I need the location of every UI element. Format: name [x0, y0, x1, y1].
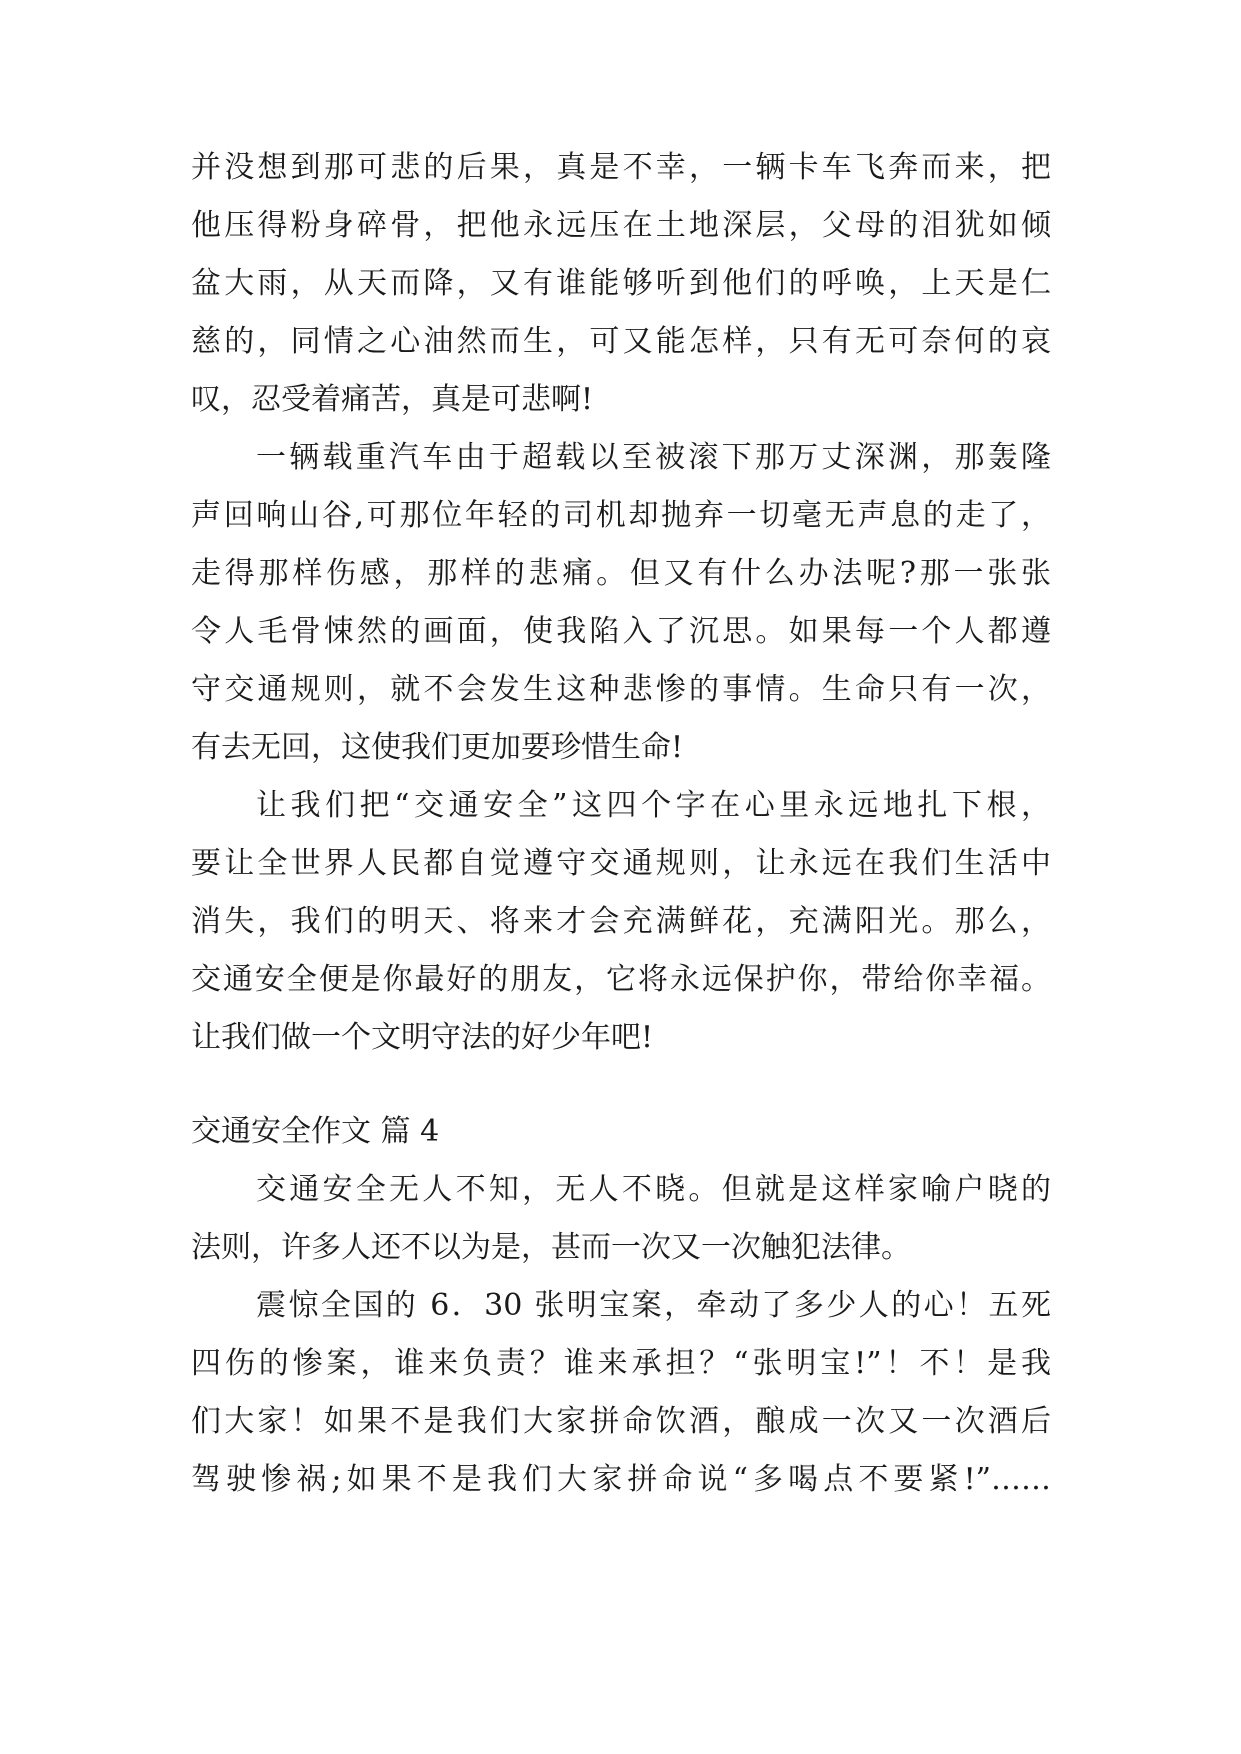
paragraph-line: 一辆载重汽车由于超载以至被滚下那万丈深渊，那轰隆 — [256, 440, 1051, 475]
paragraph-line: 令人毛骨悚然的画面，使我陷入了沉思。如果每一个人都遵 — [191, 614, 1051, 649]
paragraph-line: 法则，许多人还不以为是，甚而一次又一次触犯法律。 — [191, 1230, 911, 1265]
paragraph-line: 慈的，同情之心油然而生，可又能怎样，只有无可奈何的哀 — [191, 324, 1051, 359]
paragraph-line: 他压得粉身碎骨，把他永远压在土地深层，父母的泪犹如倾 — [191, 208, 1051, 243]
paragraph-line: 四伤的惨案，谁来负责？谁来承担？“张明宝!”！不！是我 — [191, 1346, 1051, 1381]
paragraph-line: 震惊全国的 6．30 张明宝案，牵动了多少人的心！五死 — [256, 1288, 1051, 1323]
paragraph-line: 走得那样伤感，那样的悲痛。但又有什么办法呢?那一张张 — [191, 556, 1051, 591]
paragraph-line: 消失，我们的明天、将来才会充满鲜花，充满阳光。那么， — [191, 904, 1051, 939]
paragraph-line: 盆大雨，从天而降，又有谁能够听到他们的呼唤，上天是仁 — [191, 266, 1051, 301]
section-heading: 交通安全作文 篇 4 — [191, 1114, 440, 1149]
paragraph-line: 声回响山谷,可那位年轻的司机却抛弃一切毫无声息的走了， — [191, 498, 1051, 533]
paragraph-line: 们大家！如果不是我们大家拼命饮酒，酿成一次又一次酒后 — [191, 1404, 1051, 1439]
paragraph-line: 要让全世界人民都自觉遵守交通规则，让永远在我们生活中 — [191, 846, 1051, 881]
paragraph-line: 让我们做一个文明守法的好少年吧! — [191, 1020, 654, 1055]
paragraph-line: 叹，忍受着痛苦，真是可悲啊! — [191, 382, 594, 417]
paragraph-line: 交通安全便是你最好的朋友，它将永远保护你，带给你幸福。 — [191, 962, 1051, 997]
paragraph-line: 交通安全无人不知，无人不晓。但就是这样家喻户晓的 — [256, 1172, 1051, 1207]
paragraph-line: 让我们把“交通安全”这四个字在心里永远地扎下根， — [256, 788, 1051, 823]
paragraph-line: 有去无回，这使我们更加要珍惜生命! — [191, 730, 684, 765]
paragraph-line: 守交通规则，就不会发生这种悲惨的事情。生命只有一次， — [191, 672, 1051, 707]
paragraph-line: 并没想到那可悲的后果，真是不幸，一辆卡车飞奔而来，把 — [191, 150, 1051, 185]
paragraph-line: 驾驶惨祸;如果不是我们大家拼命说“多喝点不要紧!”…… — [191, 1462, 1051, 1497]
